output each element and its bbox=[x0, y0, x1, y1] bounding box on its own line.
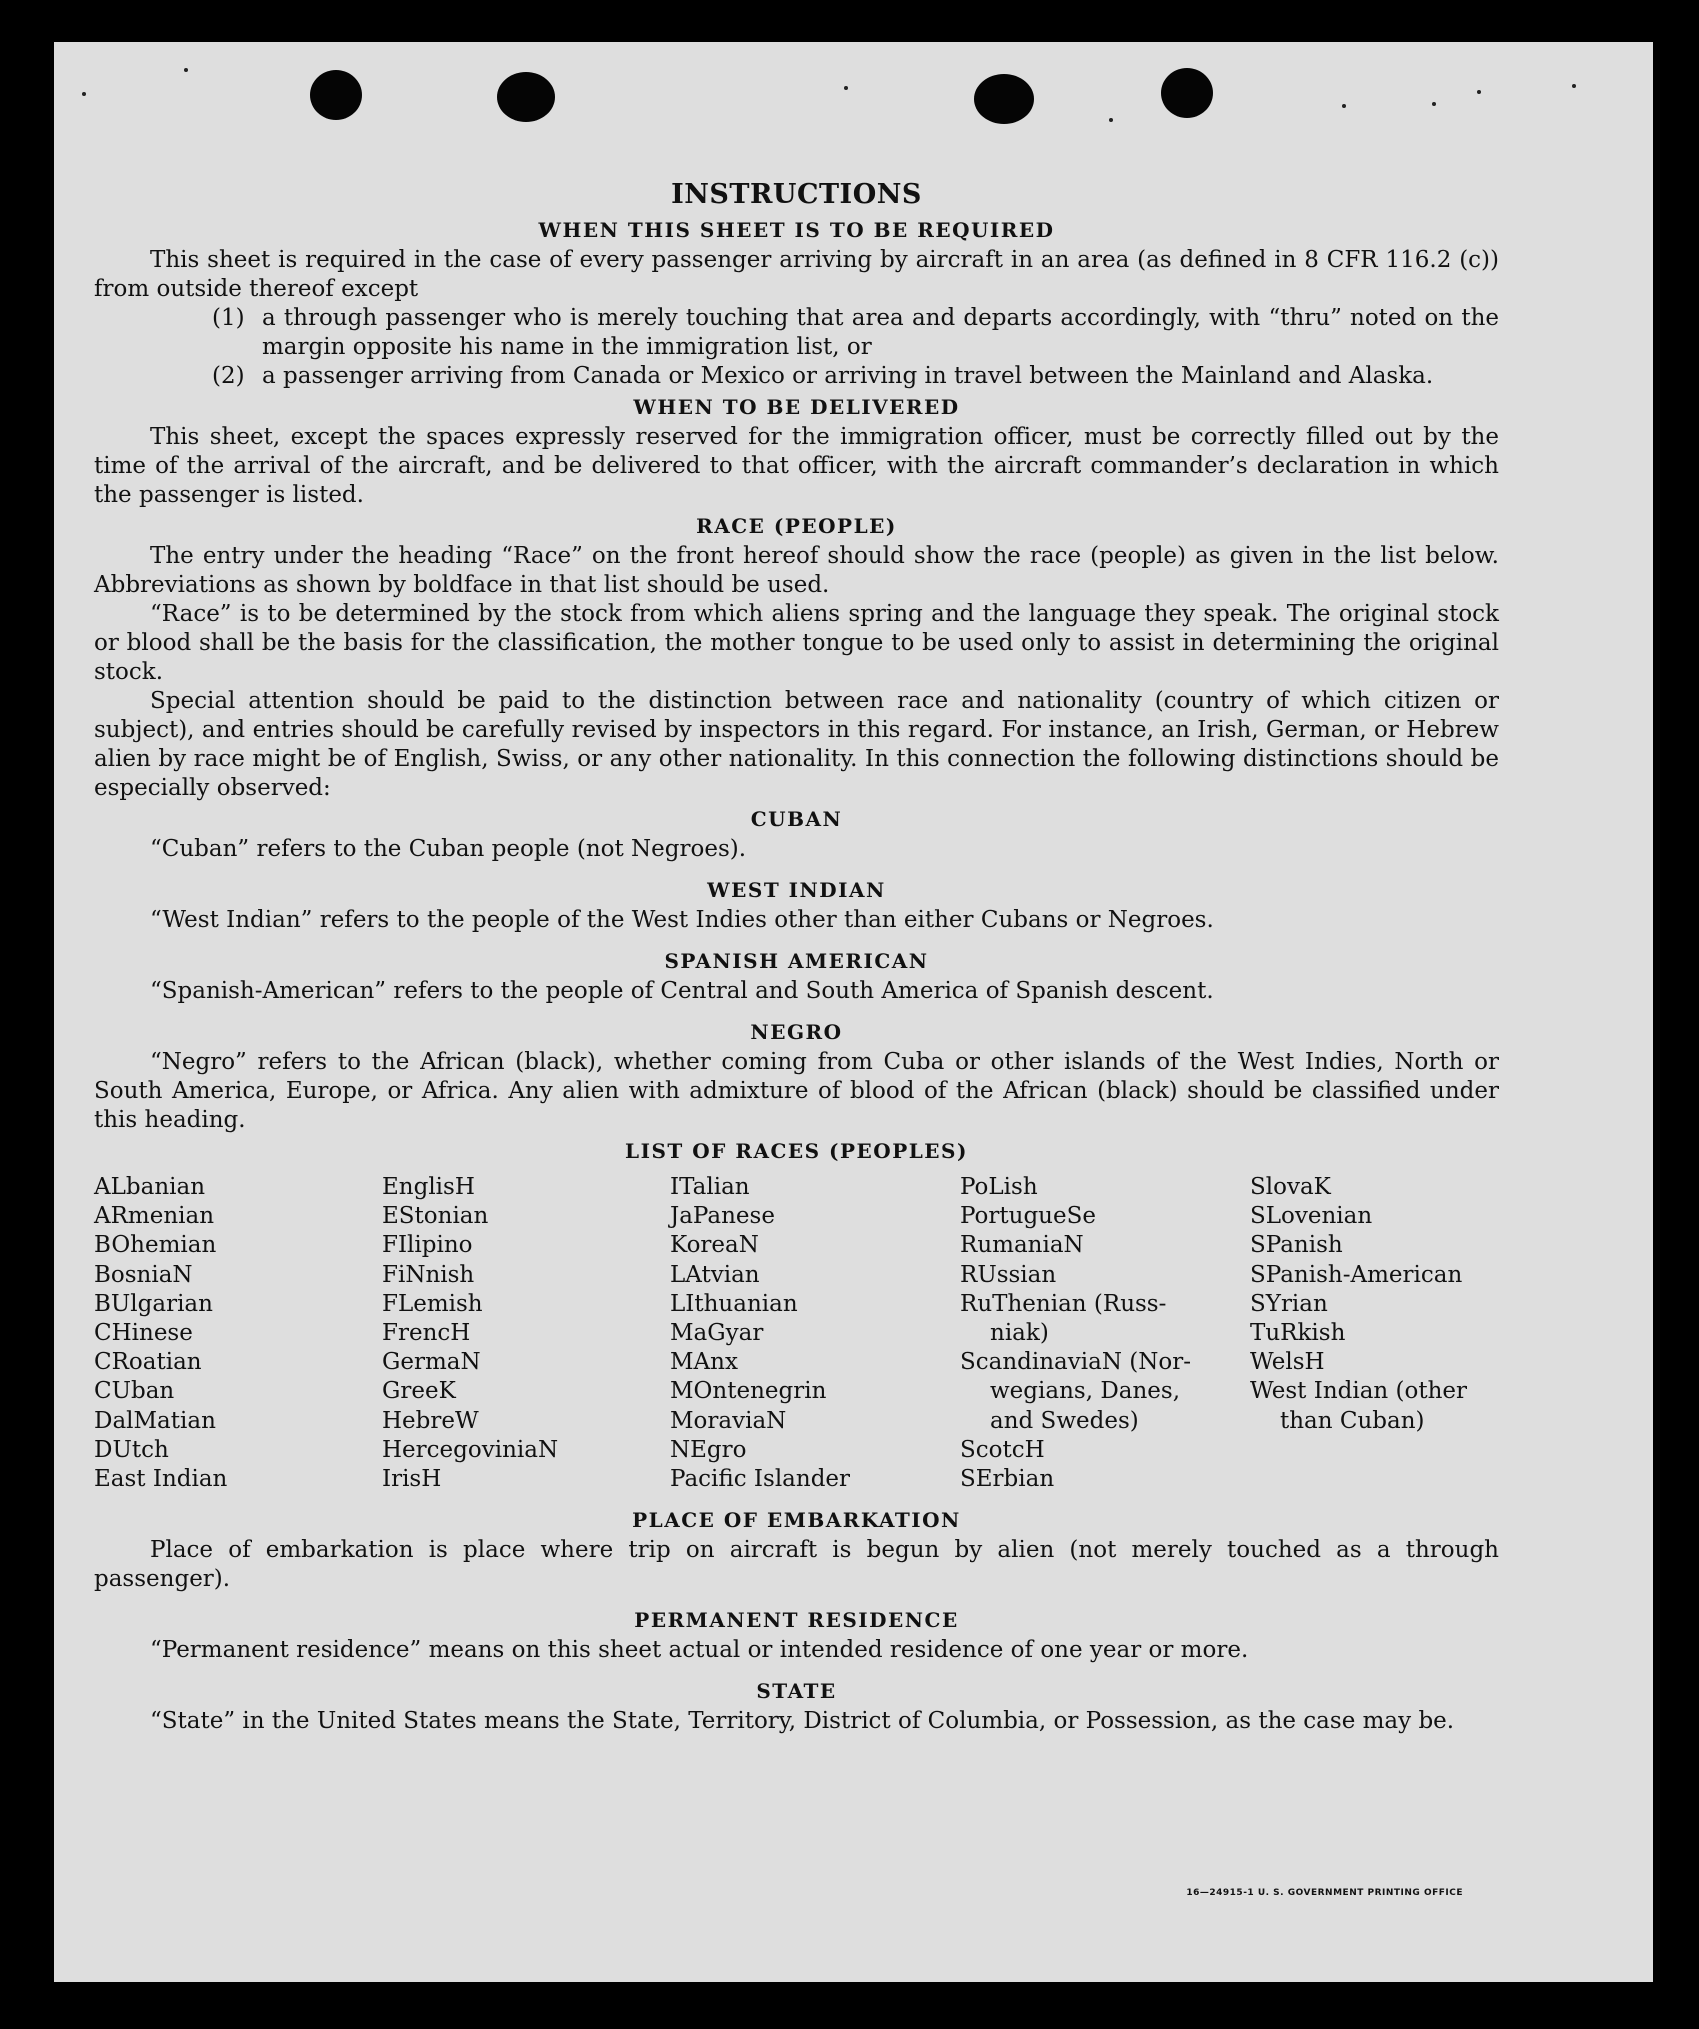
exception-number: (1) bbox=[212, 305, 245, 331]
race-column bbox=[382, 1173, 670, 1494]
speck bbox=[844, 86, 848, 90]
exception-text: a through passenger who is merely touching that area and departs accordingly, with “thru” noted on the margin opposite his name in the immigration list, or bbox=[262, 305, 1499, 360]
race-item: CHinese bbox=[94, 1320, 193, 1347]
embarkation-text: Place of embarkation is place where trip on aircraft is begun by alien (not merely touched as a through passenger). bbox=[94, 1537, 1499, 1593]
race-column bbox=[1250, 1173, 1490, 1494]
section-heading-cuban: CUBAN bbox=[750, 807, 843, 831]
section-heading-state: STATE bbox=[756, 1679, 837, 1704]
race-item: SYrian bbox=[1250, 1290, 1328, 1317]
when-delivered-text: This sheet, except the spaces expressly reserved for the immigration officer, must be correctly filled out by the time of the arrival of the aircraft, and be delivered to that officer, with the aircraft commander’s declaration in which the passenger is listed. bbox=[94, 424, 1499, 508]
punch-hole bbox=[310, 70, 362, 120]
race-item: SPanish-American bbox=[1250, 1261, 1463, 1288]
section-heading-embarkation: PLACE OF EMBARKATION bbox=[632, 1508, 961, 1533]
race-item: MOntenegrin bbox=[670, 1378, 827, 1405]
race-paragraph: “Race” is to be determined by the stock from which aliens spring and the language they speak. The original stock or blood shall be the basis for the classification, the mother tongue to be used only to assist in determining the original stock. bbox=[94, 601, 1499, 685]
speck bbox=[1109, 118, 1113, 122]
race-item: ScandinaviaN (Nor- bbox=[960, 1349, 1191, 1376]
race-item: MoraviaN bbox=[670, 1407, 787, 1434]
race-item: LAtvian bbox=[670, 1261, 760, 1288]
race-item: MAnx bbox=[670, 1349, 738, 1376]
document-sheet bbox=[54, 42, 1653, 1982]
race-column bbox=[960, 1173, 1250, 1494]
punch-hole bbox=[1161, 68, 1213, 118]
speck bbox=[82, 92, 86, 96]
race-item: PoLish bbox=[960, 1174, 1038, 1200]
race-paragraph: Special attention should be paid to the distinction between race and nationality (country of which citizen or subject), and entries should be carefully revised by inspectors in this regard. For instance, an Irish, German, or Hebrew alien by race might be of English, Swiss, or any other nationality. In this connection the following distinctions should be especially observed: bbox=[94, 688, 1499, 801]
exception-item-1 bbox=[212, 304, 1499, 362]
race-item: BUlgarian bbox=[94, 1290, 213, 1317]
race-item: SlovaK bbox=[1250, 1174, 1331, 1200]
section-heading-spanish-american: SPANISH AMERICAN bbox=[664, 949, 929, 973]
race-item: BOhemian bbox=[94, 1232, 217, 1259]
race-item-continued: wegians, Danes, bbox=[990, 1378, 1181, 1405]
instructions-body bbox=[94, 176, 1499, 1736]
race-item: HebreW bbox=[382, 1407, 479, 1434]
race-column bbox=[670, 1173, 960, 1494]
residence-text: “Permanent residence” means on this sheet actual or intended residence of one year or more. bbox=[150, 1637, 1249, 1664]
exception-item-2 bbox=[212, 362, 1499, 391]
race-item: RumaniaN bbox=[960, 1232, 1084, 1259]
race-item: TuRkish bbox=[1250, 1320, 1346, 1347]
race-item: WelsH bbox=[1250, 1349, 1325, 1376]
speck bbox=[1432, 102, 1436, 106]
race-item: RuThenian (Russ- bbox=[960, 1290, 1167, 1317]
race-item: EnglisH bbox=[382, 1174, 475, 1200]
race-item: IrisH bbox=[382, 1466, 442, 1493]
printing-office-code: 16—24915-1 U. S. GOVERNMENT PRINTING OFFICE bbox=[1186, 1888, 1463, 1898]
race-item: RUssian bbox=[960, 1261, 1057, 1288]
race-item: SErbian bbox=[960, 1466, 1055, 1493]
race-item: Pacific Islander bbox=[670, 1466, 851, 1493]
race-item: KoreaN bbox=[670, 1232, 759, 1259]
race-item: ScotcH bbox=[960, 1436, 1045, 1463]
section-heading-residence: PERMANENT RESIDENCE bbox=[634, 1608, 959, 1633]
punch-hole bbox=[497, 72, 555, 122]
race-item: ARmenian bbox=[94, 1203, 215, 1230]
race-list bbox=[94, 1173, 1499, 1494]
west-indian-text: “West Indian” refers to the people of the West Indies other than either Cubans or Negroes. bbox=[150, 907, 1214, 933]
race-item: FrencH bbox=[382, 1320, 471, 1347]
speck bbox=[1342, 104, 1346, 108]
when-required-intro: This sheet is required in the case of every passenger arriving by aircraft in an area (as defined in 8 CFR 116.2 (c)) from outside thereof except bbox=[94, 247, 1499, 302]
race-item: GermaN bbox=[382, 1349, 481, 1376]
race-paragraph: The entry under the heading “Race” on the front hereof should show the race (people) as given in the list below. Abbreviations as shown by boldface in that list should be used. bbox=[94, 543, 1499, 598]
race-item: FIlipino bbox=[382, 1232, 473, 1259]
section-heading-race: RACE (PEOPLE) bbox=[696, 514, 897, 538]
page-title: INSTRUCTIONS bbox=[671, 179, 922, 210]
state-text: “State” in the United States means the State, Territory, District of Columbia, or Possession, as the case may be. bbox=[150, 1708, 1455, 1735]
speck bbox=[184, 68, 188, 72]
race-item: GreeK bbox=[382, 1378, 456, 1405]
race-item-continued: niak) bbox=[990, 1320, 1049, 1347]
race-item: DalMatian bbox=[94, 1407, 216, 1434]
race-item: BosniaN bbox=[94, 1261, 193, 1288]
race-item: SPanish bbox=[1250, 1232, 1343, 1259]
punch-hole bbox=[974, 74, 1034, 124]
race-item: DUtch bbox=[94, 1436, 169, 1463]
race-item: PortugueSe bbox=[960, 1203, 1096, 1230]
section-heading-when-required: WHEN THIS SHEET IS TO BE REQUIRED bbox=[538, 218, 1055, 242]
speck bbox=[1572, 84, 1576, 88]
section-heading-when-delivered: WHEN TO BE DELIVERED bbox=[633, 395, 960, 419]
race-item: West Indian (other bbox=[1250, 1378, 1468, 1405]
race-item: NEgro bbox=[670, 1436, 747, 1463]
race-item: SLovenian bbox=[1250, 1203, 1373, 1230]
exception-text: a passenger arriving from Canada or Mexico or arriving in travel between the Mainland and Alaska. bbox=[262, 363, 1434, 389]
race-item: MaGyar bbox=[670, 1320, 764, 1347]
section-heading-list-of-races: LIST OF RACES (PEOPLES) bbox=[625, 1139, 968, 1163]
race-item: CUban bbox=[94, 1378, 175, 1405]
race-column bbox=[94, 1173, 382, 1494]
race-item: CRoatian bbox=[94, 1349, 202, 1376]
race-item: LIthuanian bbox=[670, 1290, 798, 1317]
race-item-continued: than Cuban) bbox=[1280, 1407, 1425, 1434]
cuban-text: “Cuban” refers to the Cuban people (not Negroes). bbox=[150, 836, 747, 862]
race-item: HercegoviniaN bbox=[382, 1436, 559, 1463]
race-item: JaPanese bbox=[670, 1203, 775, 1230]
race-item: ALbanian bbox=[94, 1174, 206, 1200]
race-item: EStonian bbox=[382, 1203, 489, 1230]
race-item: East Indian bbox=[94, 1466, 228, 1493]
race-item: FiNnish bbox=[382, 1261, 475, 1288]
speck bbox=[1477, 90, 1481, 94]
exception-number: (2) bbox=[212, 363, 245, 389]
section-heading-negro: NEGRO bbox=[750, 1020, 843, 1044]
race-item-continued: and Swedes) bbox=[990, 1407, 1139, 1434]
race-item: FLemish bbox=[382, 1290, 483, 1317]
spanish-american-text: “Spanish-American” refers to the people of Central and South America of Spanish descent. bbox=[150, 978, 1214, 1004]
negro-text: “Negro” refers to the African (black), whether coming from Cuba or other islands of the West Indies, North or South America, Europe, or Africa. Any alien with admixture of blood of the African (black) should be classified under this heading. bbox=[94, 1049, 1499, 1133]
section-heading-west-indian: WEST INDIAN bbox=[707, 878, 886, 902]
race-item: ITalian bbox=[670, 1174, 750, 1200]
